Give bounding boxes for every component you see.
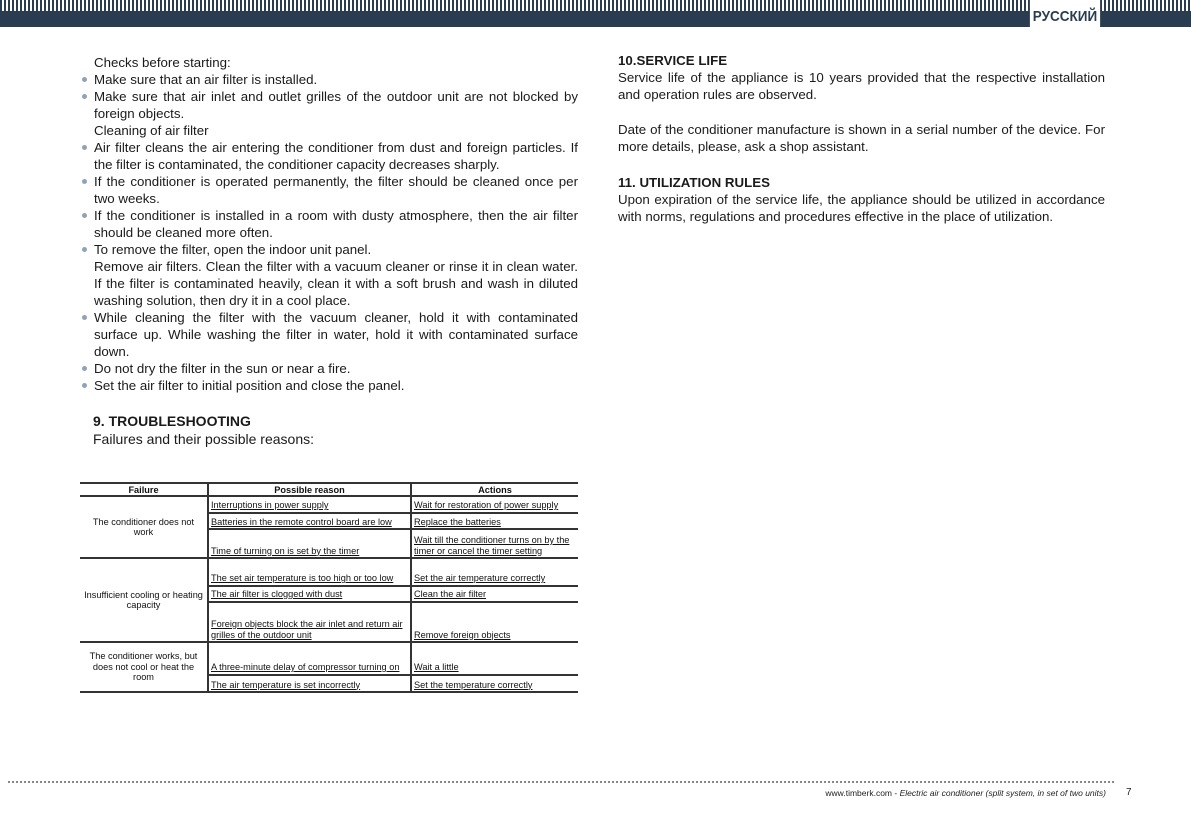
header-band bbox=[0, 11, 1191, 27]
page-number: 7 bbox=[1126, 787, 1132, 798]
troubleshooting-table bbox=[80, 482, 578, 693]
header-failure: Failure bbox=[80, 483, 208, 496]
bullet-dot-icon bbox=[82, 179, 87, 184]
cleaning-heading: Cleaning of air filter bbox=[94, 123, 209, 138]
header-action: Actions bbox=[411, 483, 578, 496]
utilization-title: 11. UTILIZATION RULES bbox=[618, 175, 770, 190]
reason-cell: The air filter is clogged with dust bbox=[208, 586, 411, 602]
reason-cell: Foreign objects block the air inlet and return air grilles of the outdoor unit bbox=[208, 602, 411, 642]
cleaning-bullet-2: If the conditioner is operated permanently, the filter should be cleaned once per two weeks. bbox=[80, 173, 578, 207]
cleaning-bullet-5: While cleaning the filter with the vacuum cleaner, hold it with contaminated surface up. While washing the filter in water, hold it with contaminated surface down. bbox=[80, 309, 578, 360]
bullet-dot-icon bbox=[82, 383, 87, 388]
troubleshooting-subtitle: Failures and their possible reasons: bbox=[93, 431, 315, 447]
reason-cell: A three-minute delay of compressor turning on bbox=[208, 642, 411, 675]
failure-cell: The conditioner does not work bbox=[80, 496, 208, 558]
action-cell: Set the air temperature correctly bbox=[411, 558, 578, 586]
table-row bbox=[80, 558, 578, 586]
action-cell: Wait for restoration of power supply bbox=[411, 496, 578, 513]
action-cell: Set the temperature correctly bbox=[411, 675, 578, 692]
table-row bbox=[80, 496, 578, 513]
service-life-title: 10.SERVICE LIFE bbox=[618, 53, 728, 68]
cleaning-bullet-6: Do not dry the filter in the sun or near a fire. bbox=[80, 360, 578, 377]
checks-heading: Checks before starting: bbox=[94, 55, 231, 70]
action-cell: Wait till the conditioner turns on by the timer or cancel the timer setting bbox=[411, 529, 578, 558]
failure-cell: Insufficient cooling or heating capacity bbox=[80, 558, 208, 642]
footer-url[interactable]: www.timberk.com bbox=[825, 788, 892, 798]
cleaning-bullet-4-continued: Remove air filters. Clean the filter with a vacuum cleaner or rinse it in clean water. If the filter is contaminated heavily, clean it with a soft brush and wash in diluted washing solution, then dry it in a cool place. bbox=[94, 259, 578, 308]
left-column bbox=[80, 54, 578, 448]
right-column bbox=[618, 52, 1105, 225]
table-header-row bbox=[80, 483, 578, 496]
failure-cell: The conditioner works, but does not cool or heat the room bbox=[80, 642, 208, 692]
action-cell: Wait a little bbox=[411, 642, 578, 675]
utilization-paragraph: Upon expiration of the service life, the appliance should be utilized in accordance with norms, regulations and procedures effective in the place of utilization. bbox=[618, 192, 1105, 224]
footer-description: Electric air conditioner (split system, in set of two units) bbox=[899, 788, 1106, 798]
reason-cell: Interruptions in power supply bbox=[208, 496, 411, 513]
checks-bullet-2: Make sure that air inlet and outlet grilles of the outdoor unit are not blocked by foreign objects. bbox=[80, 88, 578, 122]
service-life-paragraph-2: Date of the conditioner manufacture is shown in a serial number of the device. For more details, please, ask a shop assistant. bbox=[618, 122, 1105, 154]
bullet-dot-icon bbox=[82, 247, 87, 252]
footer-separator: - bbox=[892, 788, 900, 798]
reason-cell: Batteries in the remote control board are low bbox=[208, 513, 411, 530]
cleaning-bullet-7: Set the air filter to initial position and close the panel. bbox=[80, 377, 578, 394]
header-reason: Possible reason bbox=[208, 483, 411, 496]
language-label: РУССКИЙ bbox=[1030, 0, 1100, 32]
troubleshooting-title: 9. TROUBLESHOOTING bbox=[93, 413, 251, 429]
cleaning-bullet-3: If the conditioner is installed in a room with dusty atmosphere, then the air filter should be cleaned more often. bbox=[80, 207, 578, 241]
footer-text bbox=[825, 788, 1106, 798]
bullet-dot-icon bbox=[82, 145, 87, 150]
checks-bullet-1: Make sure that an air filter is installed. bbox=[80, 71, 578, 88]
reason-cell: Time of turning on is set by the timer bbox=[208, 529, 411, 558]
bullet-dot-icon bbox=[82, 77, 87, 82]
footer-divider bbox=[8, 781, 1114, 783]
reason-cell: The set air temperature is too high or too low bbox=[208, 558, 411, 586]
bullet-dot-icon bbox=[82, 315, 87, 320]
cleaning-bullet-4: To remove the filter, open the indoor unit panel. bbox=[80, 241, 578, 258]
action-cell: Replace the batteries bbox=[411, 513, 578, 530]
table-row bbox=[80, 642, 578, 675]
action-cell: Remove foreign objects bbox=[411, 602, 578, 642]
service-life-paragraph-1: Service life of the appliance is 10 years provided that the respective installation and operation rules are observed. bbox=[618, 70, 1105, 102]
reason-cell: The air temperature is set incorrectly bbox=[208, 675, 411, 692]
bullet-dot-icon bbox=[82, 94, 87, 99]
bullet-dot-icon bbox=[82, 366, 87, 371]
bullet-dot-icon bbox=[82, 213, 87, 218]
cleaning-bullet-1: Air filter cleans the air entering the conditioner from dust and foreign particles. If the filter is contaminated, the conditioner capacity decreases sharply. bbox=[80, 139, 578, 173]
action-cell: Clean the air filter bbox=[411, 586, 578, 602]
